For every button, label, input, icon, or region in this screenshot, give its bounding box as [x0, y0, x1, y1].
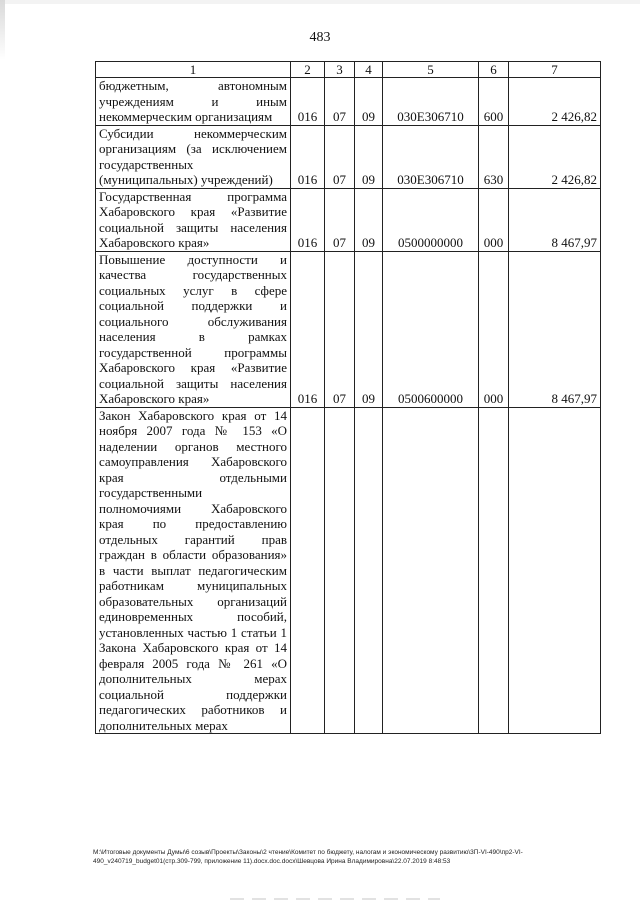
row-amount: 2 426,82 — [509, 78, 601, 126]
row-subsection: 09 — [355, 78, 383, 126]
row-expense-type: 630 — [479, 125, 509, 188]
table-row — [96, 251, 601, 407]
row-expense-type — [479, 407, 509, 734]
row-section: 07 — [325, 78, 355, 126]
page-number: 483 — [309, 30, 331, 45]
header-col-5: 5 — [383, 62, 479, 78]
row-subsection: 09 — [355, 251, 383, 407]
table-row — [96, 188, 601, 251]
row-section — [325, 407, 355, 734]
row-name: Закон Хабаровского края от 14 ноября 2007 года № 153 «О наделении органов местного самоуправления Хабаровского края отдельными государственными полномочиями Хабаровского края по предоставлению отдельных гарантий прав граждан в области образования» в части выплат педагогическим работникам муниципальных образовательных организаций единовременных пособий, установленных частью 1 статьи 1 Закона Хабаровского края от 14 февраля 2005 года № 261 «О дополнительных мерах социальной поддержки педагогических работников и дополнительных мерах — [96, 407, 291, 734]
row-subsection: 09 — [355, 188, 383, 251]
row-section: 07 — [325, 251, 355, 407]
row-section: 07 — [325, 125, 355, 188]
row-amount: 8 467,97 — [509, 251, 601, 407]
header-col-7: 7 — [509, 62, 601, 78]
row-ministry-code: 016 — [291, 251, 325, 407]
header-col-1: 1 — [96, 62, 291, 78]
row-name: Субсидии некоммерческим организациям (за исключением государственных (муниципальных) учреждений) — [96, 125, 291, 188]
budget-table — [95, 61, 601, 734]
table-row — [96, 407, 601, 734]
row-subsection — [355, 407, 383, 734]
row-name: бюджетным, автономным учреждениям и иным некоммерческим организациям — [96, 78, 291, 126]
header-col-6: 6 — [479, 62, 509, 78]
row-ministry-code: 016 — [291, 188, 325, 251]
row-ministry-code — [291, 407, 325, 734]
header-col-3: 3 — [325, 62, 355, 78]
header-col-2: 2 — [291, 62, 325, 78]
row-ministry-code: 016 — [291, 125, 325, 188]
table-header-row — [96, 62, 601, 78]
row-amount: 8 467,97 — [509, 188, 601, 251]
row-name: Государственная программа Хабаровского края «Развитие социальной защиты населения Хабаровского края» — [96, 188, 291, 251]
header-col-4: 4 — [355, 62, 383, 78]
row-target-code: 0500600000 — [383, 251, 479, 407]
file-path-footer: M:\Итоговые документы Думы\6 созыв\Проекты\Законы\2 чтение\Комитет по бюджету, налогам и экономическому развитию\3П-VI-490\пр2-VI-490_v240719_budget01(стр.309-799, приложение 11).docx.doc.docx\Шевцова Ирина Владимировна\22.07.2019 8:48:53 — [93, 849, 523, 865]
scan-smudge — [230, 898, 440, 900]
row-ministry-code: 016 — [291, 78, 325, 126]
row-target-code: 0500000000 — [383, 188, 479, 251]
row-expense-type: 000 — [479, 188, 509, 251]
row-target-code: 030Е306710 — [383, 78, 479, 126]
row-target-code: 030Е306710 — [383, 125, 479, 188]
table-row — [96, 78, 601, 126]
row-subsection: 09 — [355, 125, 383, 188]
row-name: Повышение доступности и качества государственных социальных услуг в сфере социальной поддержки и социального обслуживания населения в рамках государственной программы Хабаровского края «Развитие социальной защиты населения Хабаровского края» — [96, 251, 291, 407]
table-row — [96, 125, 601, 188]
scan-edge — [0, 0, 640, 4]
row-amount: 2 426,82 — [509, 125, 601, 188]
row-target-code — [383, 407, 479, 734]
row-expense-type: 000 — [479, 251, 509, 407]
row-amount — [509, 407, 601, 734]
row-expense-type: 600 — [479, 78, 509, 126]
row-section: 07 — [325, 188, 355, 251]
